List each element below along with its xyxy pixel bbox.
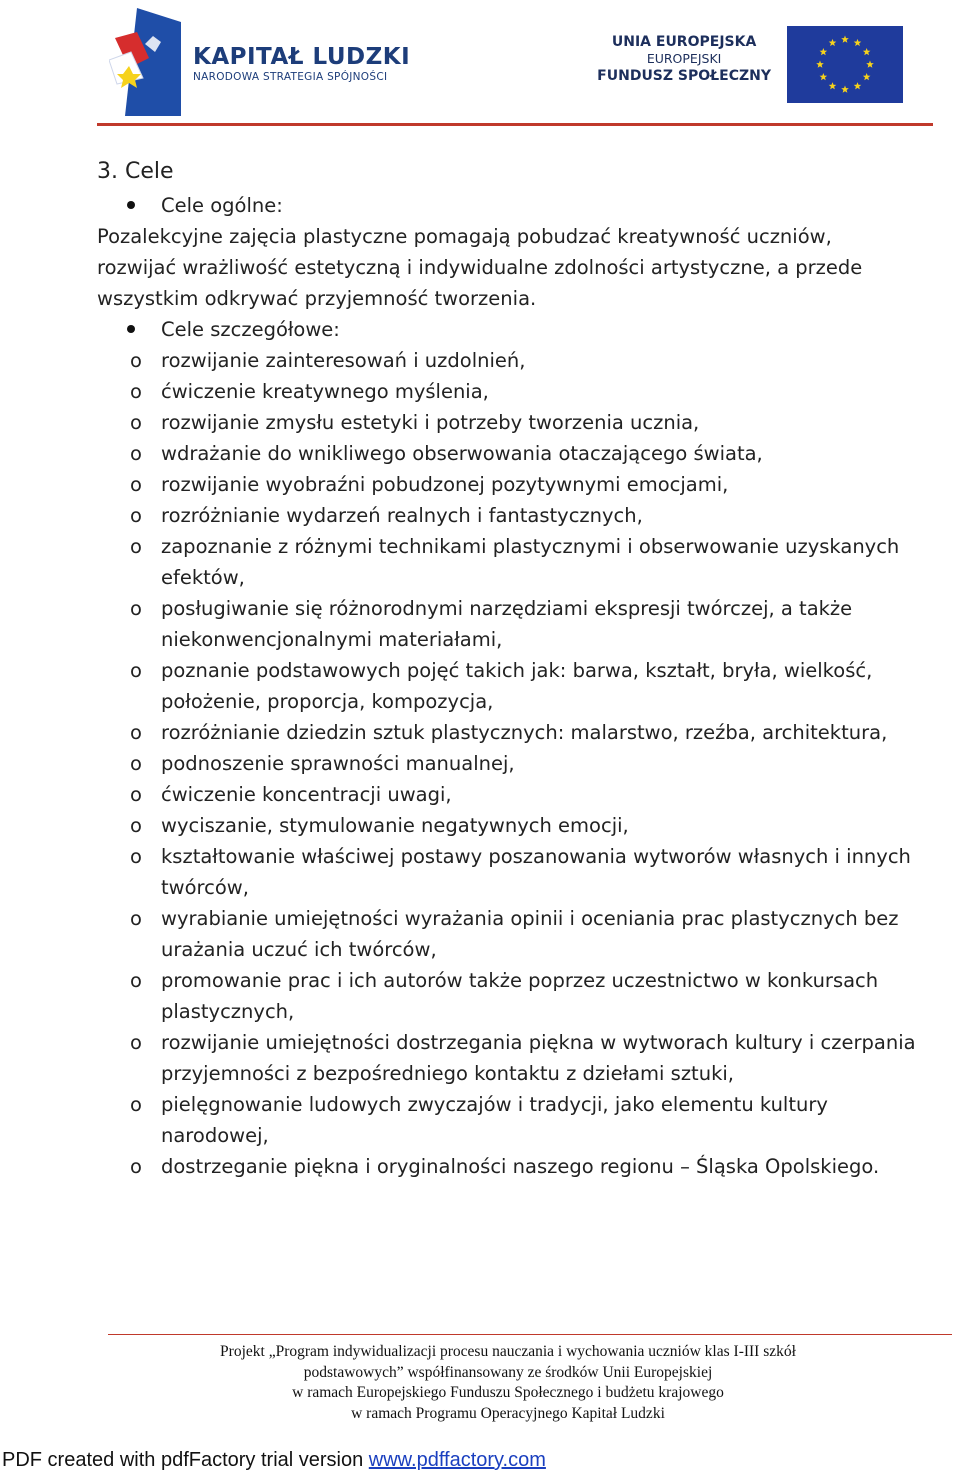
footer-line-2: podstawowych” współfinansowany ze środków Unii Europejskiej	[303, 1363, 713, 1381]
goal-text: ćwiczenie koncentracji uwagi,	[161, 783, 452, 806]
kapital-ludzki-title: KAPITAŁ LUDZKI	[193, 44, 411, 70]
footer-line-3: w ramach Europejskiego Funduszu Społecznego i budżetu krajowego	[292, 1384, 724, 1401]
list-item	[97, 1151, 917, 1182]
goal-text: wyciszanie, stymulowanie negatywnych emocji,	[161, 814, 629, 837]
list-item	[97, 1027, 917, 1089]
list-marker: o	[130, 783, 142, 806]
list-item	[97, 655, 917, 717]
goal-text: rozwijanie zmysłu estetyki i potrzeby tworzenia ucznia,	[161, 411, 700, 434]
list-item	[97, 376, 917, 407]
list-item	[97, 438, 917, 469]
goal-text: rozróżnianie dziedzin sztuk plastycznych: malarstwo, rzeźba, architektura,	[161, 721, 888, 744]
goal-text: rozróżnianie wydarzeń realnych i fantastycznych,	[161, 504, 643, 527]
list-marker: o	[130, 845, 142, 868]
list-marker: o	[130, 473, 142, 496]
specific-goals-label: Cele szczegółowe:	[161, 318, 340, 341]
list-item	[97, 500, 917, 531]
list-item	[97, 345, 917, 376]
list-item	[97, 841, 917, 903]
goal-text: ćwiczenie kreatywnego myślenia,	[161, 380, 489, 403]
list-item	[97, 593, 917, 655]
list-marker: o	[130, 349, 142, 372]
page-header	[97, 0, 933, 132]
eu-flag-icon	[787, 26, 903, 103]
list-item	[97, 779, 917, 810]
goal-text: rozwijanie umiejętności dostrzegania piękna w wytworach kultury i czerpania przyjemności z bezpośredniego kontaktu z dziełami sztuki,	[161, 1031, 916, 1085]
list-item	[97, 748, 917, 779]
goal-text: podnoszenie sprawności manualnej,	[161, 752, 515, 775]
goal-text: pielęgnowanie ludowych zwyczajów i tradycji, jako elementu kultury narodowej,	[161, 1093, 828, 1147]
list-item	[97, 1089, 917, 1151]
footer-line-1: Projekt „Program indywidualizacji procesu nauczania i wychowania uczniów klas I-III szkół	[220, 1343, 796, 1360]
list-marker: o	[130, 721, 142, 744]
list-marker: o	[130, 380, 142, 403]
list-marker: o	[130, 1155, 142, 1178]
header-divider	[97, 122, 933, 127]
list-marker: o	[130, 597, 142, 620]
list-item	[97, 469, 917, 500]
goal-text: rozwijanie zainteresowań i uzdolnień,	[161, 349, 526, 372]
goal-text: dostrzeganie piękna i oryginalności naszego regionu – Śląska Opolskiego.	[161, 1155, 880, 1178]
goal-text: posługiwanie się różnorodnymi narzędziami ekspresji twórczej, a także niekonwencjonalnymi materiałami,	[161, 597, 853, 651]
list-item	[97, 965, 917, 1027]
kapital-ludzki-subtitle: NARODOWA STRATEGIA SPÓJNOŚCI	[193, 71, 388, 83]
list-item	[97, 531, 917, 593]
list-marker: o	[130, 1093, 142, 1116]
list-marker: o	[130, 411, 142, 434]
general-goals-text: Pozalekcyjne zajęcia plastyczne pomagają pobudzać kreatywność uczniów, rozwijać wrażliwość estetyczną i indywidualne zdolności artystyczne, a przede wszystkim odkrywać przyjemność tworzenia.	[97, 225, 863, 310]
footer-divider	[108, 1334, 952, 1335]
list-item	[97, 717, 917, 748]
bullet-icon	[127, 325, 135, 333]
list-item	[97, 810, 917, 841]
list-item	[97, 407, 917, 438]
footer-line-4: w ramach Programu Operacyjnego Kapitał Ludzki	[351, 1404, 665, 1422]
list-marker: o	[130, 814, 142, 837]
goal-text: rozwijanie wyobraźni pobudzonej pozytywnymi emocjami,	[161, 473, 729, 496]
pdf-watermark-text: PDF created with pdfFactory trial version	[2, 1449, 369, 1471]
goal-text: promowanie prac i ich autorów także poprzez uczestnictwo w konkursach plastycznych,	[161, 969, 879, 1023]
list-marker: o	[130, 969, 142, 992]
general-goals-bullet	[97, 190, 917, 221]
general-goals-label: Cele ogólne:	[161, 194, 283, 217]
project-footer	[108, 1342, 908, 1424]
kapital-ludzki-logo	[109, 8, 181, 116]
kapital-ludzki-wordmark	[193, 44, 410, 84]
list-marker: o	[130, 752, 142, 775]
bullet-icon	[127, 201, 135, 209]
list-marker: o	[130, 442, 142, 465]
list-marker: o	[130, 907, 142, 930]
specific-goals-list	[97, 345, 917, 1182]
pdffactory-link[interactable]: www.pdffactory.com	[368, 1449, 546, 1471]
section-heading: 3. Cele	[97, 159, 174, 184]
goal-text: zapoznanie z różnymi technikami plastycznymi i obserwowanie uzyskanych efektów,	[161, 535, 900, 589]
list-marker: o	[130, 504, 142, 527]
goal-text: kształtowanie właściwej postawy poszanowania wytworów własnych i innych twórców,	[161, 845, 911, 899]
goal-text: wdrażanie do wnikliwego obserwowania otaczającego świata,	[161, 442, 763, 465]
eu-fund-label-2: FUNDUSZ SPOŁECZNY	[597, 68, 771, 84]
list-marker: o	[130, 535, 142, 558]
goal-text: wyrabianie umiejętności wyrażania opinii i oceniania prac plastycznych bez urażania uczuć ich twórców,	[161, 907, 899, 961]
list-marker: o	[130, 1031, 142, 1054]
eu-fund-wordmark	[597, 33, 771, 85]
list-item	[97, 903, 917, 965]
list-marker: o	[130, 659, 142, 682]
eu-union-label: UNIA EUROPEJSKA	[611, 34, 757, 50]
document-body	[97, 156, 917, 1182]
specific-goals-bullet	[97, 314, 917, 345]
eu-fund-label-1: EUROPEJSKI	[646, 51, 722, 66]
pdf-watermark	[2, 1449, 546, 1472]
goal-text: poznanie podstawowych pojęć takich jak: barwa, kształt, bryła, wielkość, położenie, proporcja, kompozycja,	[161, 659, 873, 713]
